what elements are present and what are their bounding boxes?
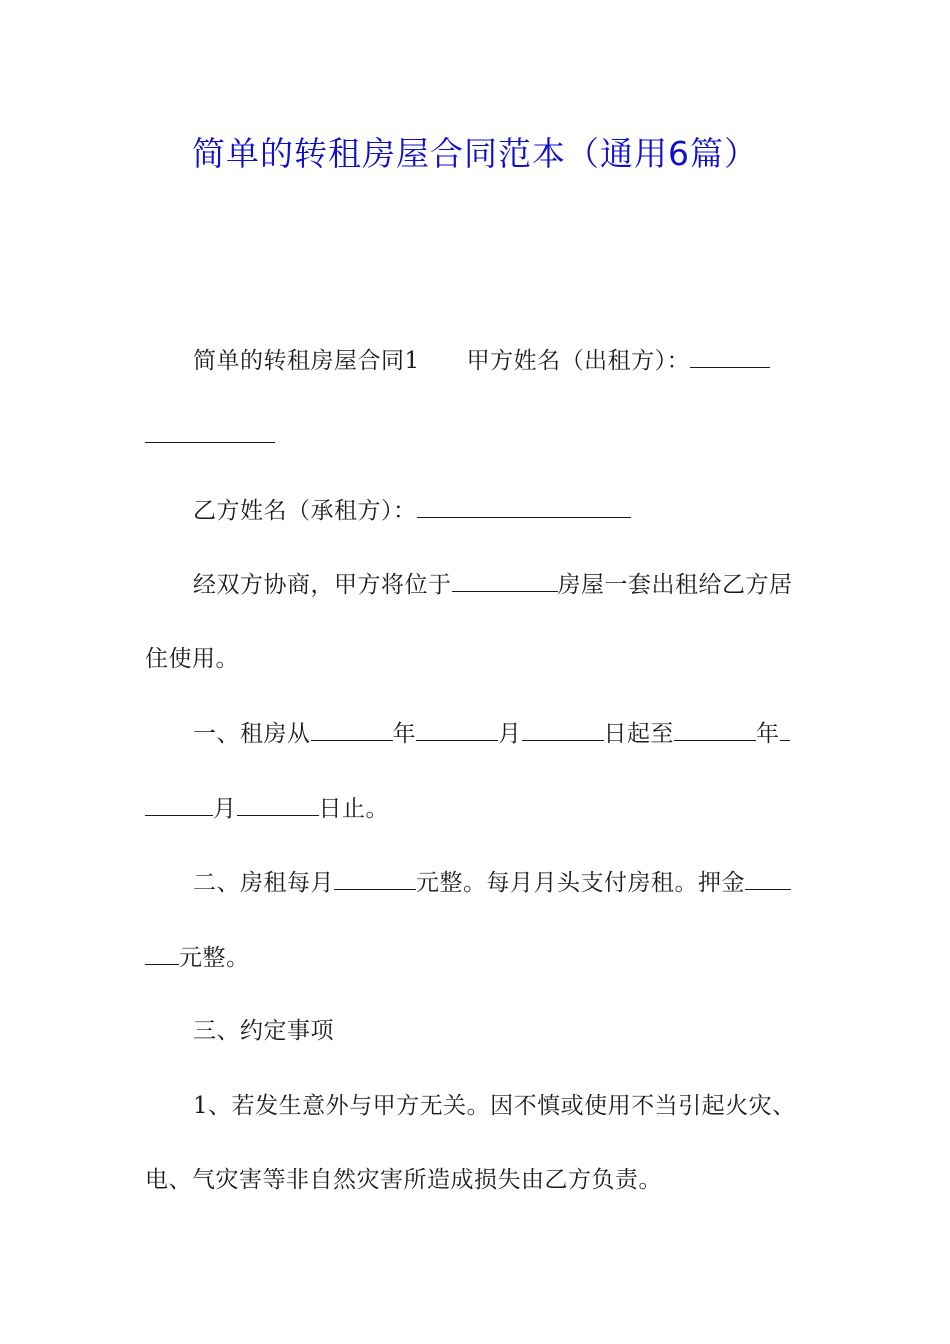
line-text: 房屋一套出租给乙方居: [557, 572, 793, 598]
contract-heading-line: [193, 345, 770, 376]
clause-continuation: [145, 1165, 662, 1195]
fill-blank: [690, 345, 770, 368]
fill-blank: [674, 718, 756, 741]
line-text: 日止。: [318, 796, 389, 822]
line-text: 电、气灾害等非自然灾害所造成损失由乙方负责。: [145, 1167, 662, 1193]
fill-blank: [145, 793, 213, 816]
line-text: 年: [756, 721, 780, 747]
line-text: 一、租房从: [193, 721, 311, 747]
fill-blank: [452, 569, 558, 592]
line-text: 1、若发生意外与甲方无关。因不慎或使用不当引起火灾、: [193, 1093, 796, 1119]
line-text: 住使用。: [145, 646, 239, 672]
agreement-line: [193, 569, 793, 600]
fill-blank: [745, 867, 791, 890]
fill-blank: [237, 793, 319, 816]
line-text: 月: [498, 721, 522, 747]
line-text: 经双方协商，甲方将位于: [193, 572, 452, 598]
rent-line: [193, 867, 791, 898]
term-continuation: [145, 793, 389, 824]
line-text: 元整。: [179, 945, 250, 971]
fill-blank: [780, 718, 790, 741]
fill-blank: [416, 718, 498, 741]
line-text: 乙方姓名（承租方）：: [193, 498, 417, 524]
fill-blank: [145, 942, 179, 965]
clause-line: [193, 1091, 796, 1121]
fill-blank: [417, 495, 631, 518]
agreement-continuation: [145, 644, 239, 674]
line-text: 简单的转租房屋合同1 甲方姓名（出租方）：: [193, 348, 691, 374]
term-line: [193, 718, 790, 749]
line-text: 二、房租每月: [193, 870, 334, 896]
rent-continuation: [145, 942, 250, 973]
blank-continuation-line: [145, 420, 275, 451]
fill-blank: [145, 420, 275, 443]
line-text: 月: [213, 796, 237, 822]
fill-blank: [522, 718, 604, 741]
fill-blank: [334, 867, 416, 890]
party-b-line: [193, 495, 631, 526]
line-text: 元整。每月月头支付房租。押金: [416, 870, 745, 896]
fill-blank: [311, 718, 393, 741]
line-text: 年: [392, 721, 416, 747]
document-title: 简单的转租房屋合同范本（通用6篇）: [192, 134, 758, 173]
line-text: 日起至: [603, 721, 674, 747]
line-text: 三、约定事项: [193, 1018, 334, 1044]
section-heading: [193, 1016, 334, 1046]
